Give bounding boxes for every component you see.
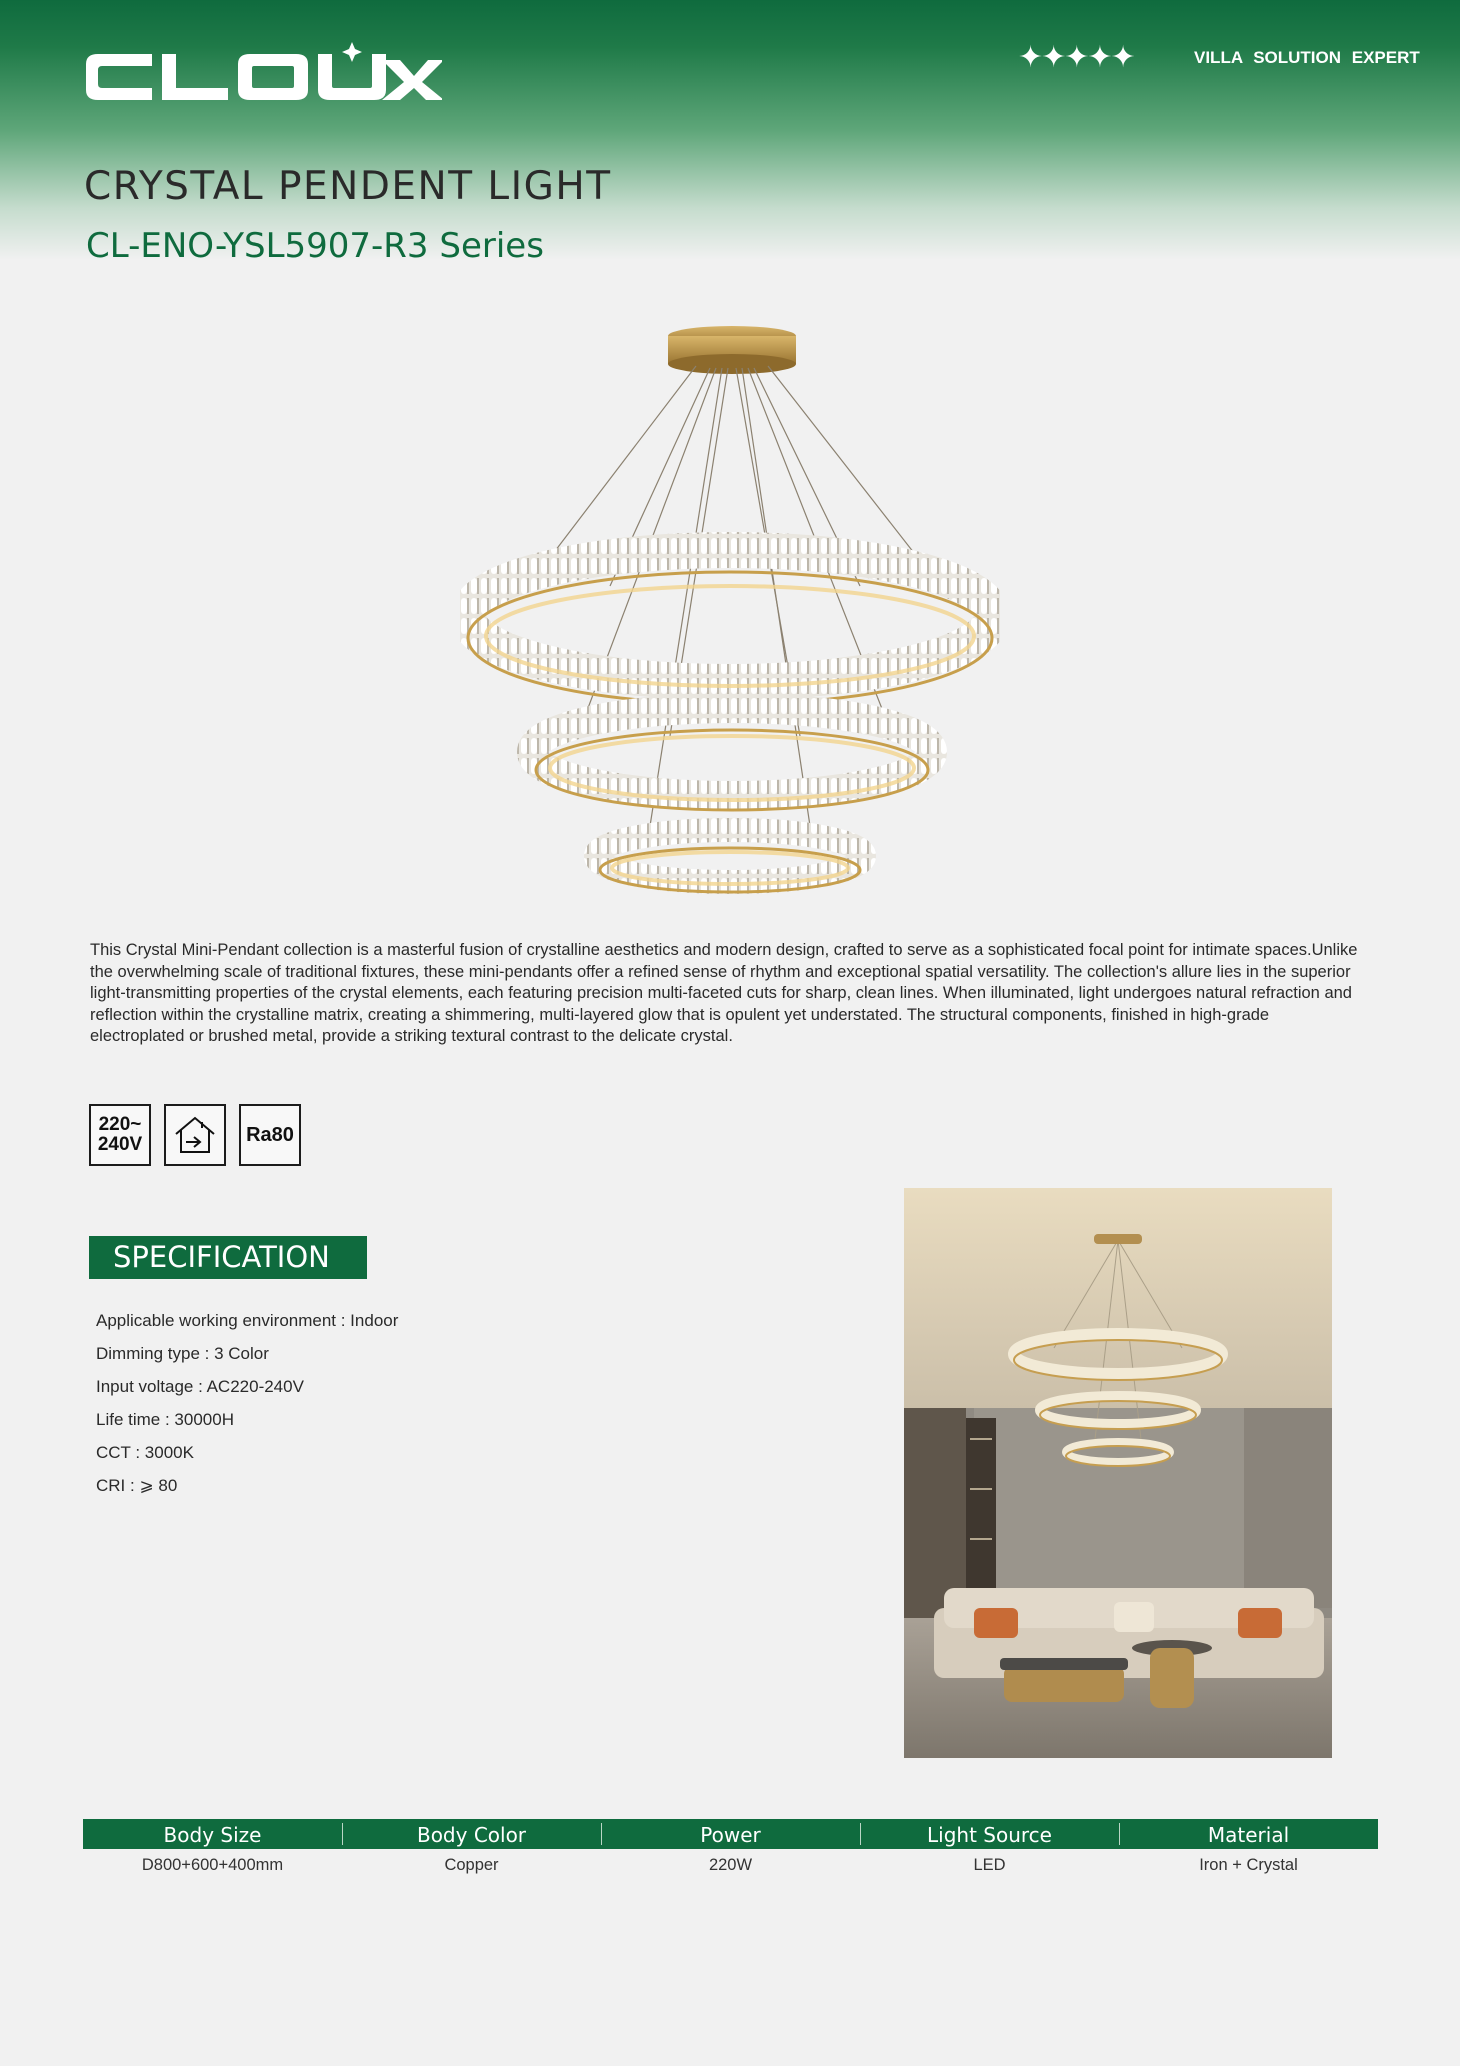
header-band	[0, 0, 1460, 260]
table-header-power: Power	[601, 1819, 860, 1849]
table-header-light-source: Light Source	[860, 1819, 1119, 1849]
spec-item: Input voltage : AC220-240V	[96, 1377, 304, 1396]
table-cell-body-color: Copper	[444, 1856, 499, 1874]
table-cell-material: Iron + Crystal	[1199, 1856, 1298, 1874]
spec-item: Dimming type : 3 Color	[96, 1344, 269, 1363]
specification-list	[96, 1304, 398, 1502]
spec-item: Life time : 30000H	[96, 1410, 234, 1429]
voltage-badge: 220~ 240V	[89, 1104, 151, 1166]
spec-table-row	[83, 1856, 1378, 1875]
spec-table-header	[83, 1819, 1378, 1849]
spec-item: CCT : 3000K	[96, 1443, 194, 1462]
spec-item: CRI : ⩾ 80	[96, 1476, 178, 1495]
table-header-body-size: Body Size	[163, 1823, 262, 1847]
product-title: CRYSTAL PENDENT LIGHT	[84, 164, 612, 209]
indoor-house-icon	[164, 1104, 226, 1166]
product-description: This Crystal Mini-Pendant collection is a masterful fusion of crystalline aesthetics and modern design, crafted to serve as a sophisticated focal point for intimate spaces.Unlike the overwhelming scale of traditional fixtures, these mini-pendants offer a refined sense of rhythm and exceptional spatial versatility. The collection's allure lies in the superior light-transmitting properties of the crystal elements, each featuring precision multi-faceted cuts for sharp, clean lines. When illuminated, light undergoes natural refraction and reflection within the crystalline matrix, creating a shimmering, multi-layered glow that is opulent yet understated. The structural components, finished in high-grade electroplated or brushed metal, provide a striking textural contrast to the delicate crystal.	[90, 941, 1358, 1045]
brand-logo	[82, 40, 442, 108]
table-header-material: Material	[1119, 1819, 1378, 1849]
brand-tagline: VILLA SOLUTION EXPERT	[1194, 48, 1420, 67]
rating-stars: ✦✦✦✦✦	[1018, 40, 1134, 75]
table-cell-light-source: LED	[973, 1856, 1006, 1874]
cri-badge: Ra80	[239, 1104, 301, 1166]
specification-heading: SPECIFICATION	[89, 1236, 367, 1279]
product-series: CL-ENO-YSL5907-R3 Series	[86, 226, 544, 266]
chandelier-image	[460, 316, 1000, 916]
table-cell-body-size: D800+600+400mm	[141, 1856, 284, 1874]
living-room-scene-image	[904, 1188, 1332, 1758]
table-cell-power: 220W	[708, 1856, 753, 1874]
table-header-body-color: Body Color	[342, 1819, 601, 1849]
spec-item: Applicable working environment : Indoor	[96, 1311, 399, 1330]
